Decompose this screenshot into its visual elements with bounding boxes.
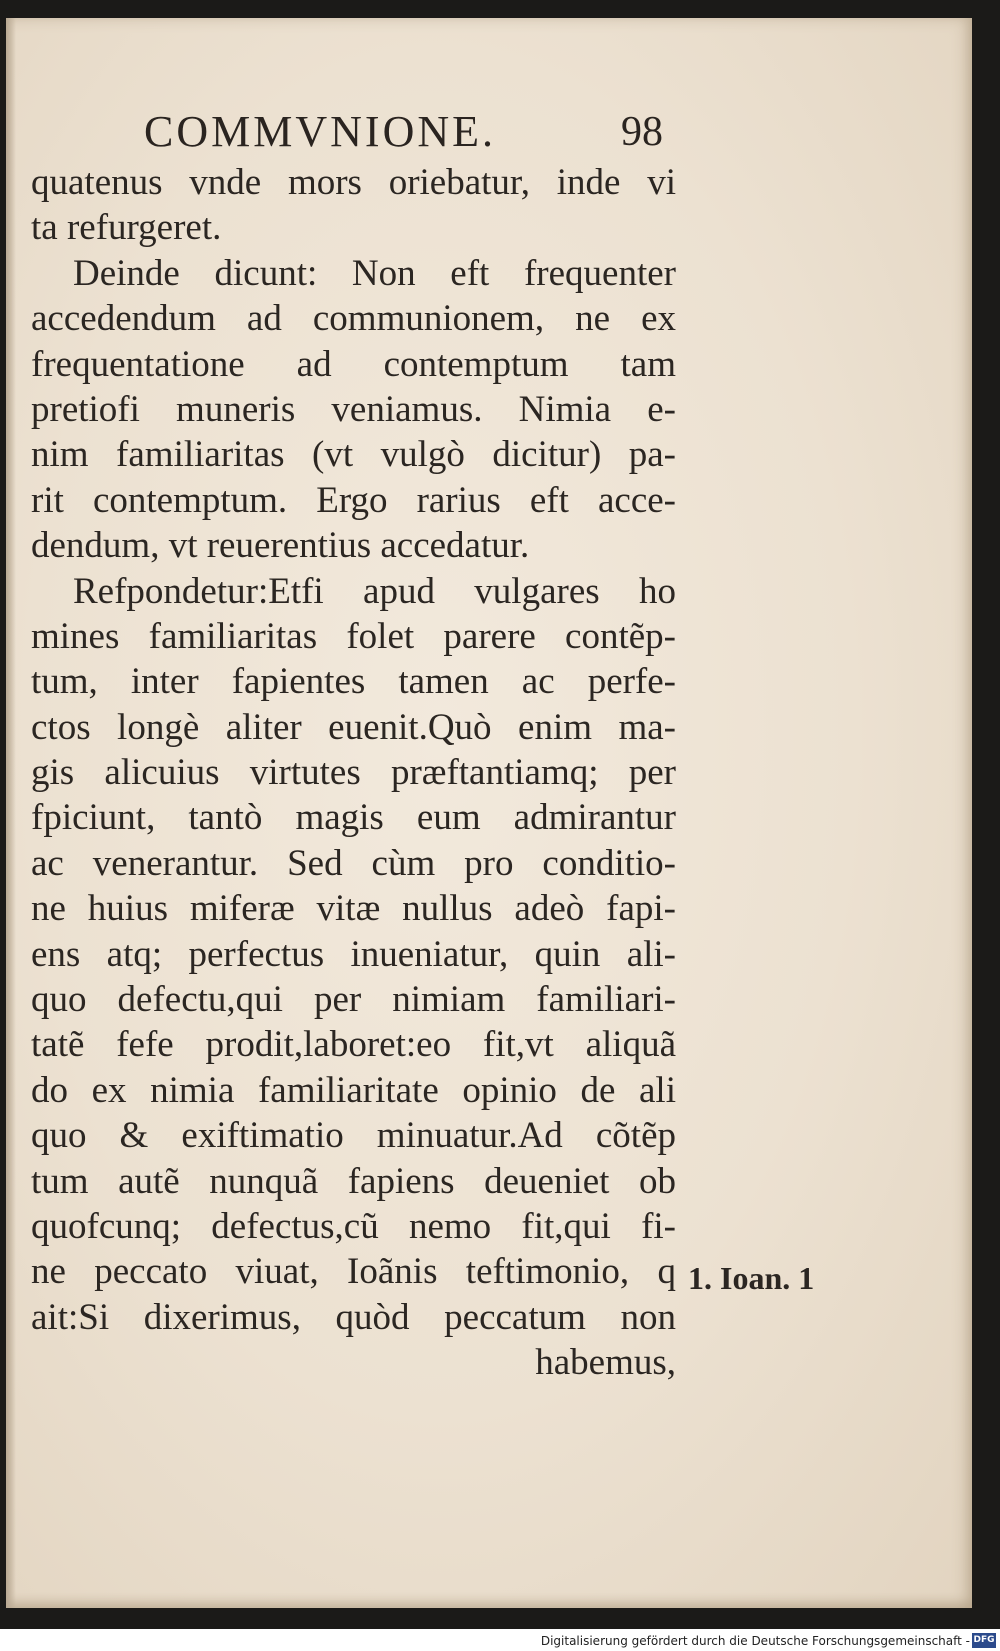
text-line: gis alicuius virtutes præftantiamq; per bbox=[31, 752, 676, 794]
text-line: quofcunq; defectus,cũ nemo fit,qui fi- bbox=[31, 1205, 676, 1247]
body-text bbox=[31, 160, 676, 1386]
text-line: dendum, vt reuerentius accedatur. bbox=[31, 525, 530, 567]
text-line: ac venerantur. Sed cùm pro conditio- bbox=[31, 842, 676, 884]
text-line: quo & exiftimatio minuatur.Ad cõtẽp bbox=[31, 1115, 676, 1157]
text-line: ne peccato viuat, Ioãnis teftimonio, q bbox=[31, 1251, 676, 1293]
text-line: tum autẽ nunquã fapiens deueniet ob bbox=[31, 1160, 676, 1202]
text-line: quatenus vnde mors oriebatur, inde vi bbox=[31, 162, 676, 203]
text-line: tum, inter fapientes tamen ac perfe- bbox=[31, 661, 676, 703]
catchword: habemus, bbox=[535, 1342, 676, 1384]
text-line: ta refurgeret. bbox=[31, 207, 222, 249]
text-line: ne huius miferæ vitæ nullus adeò fapi- bbox=[31, 888, 676, 930]
text-line: ctos longè aliter euenit.Quò enim ma- bbox=[31, 706, 676, 748]
text-line: do ex nimia familiaritate opinio de ali bbox=[31, 1069, 676, 1111]
text-line: ait:Si dixerimus, quòd peccatum non bbox=[31, 1296, 676, 1338]
book-page bbox=[6, 18, 972, 1608]
page-number: 98 bbox=[621, 109, 663, 155]
text-line: nim familiaritas (vt vulgò dicitur) pa- bbox=[31, 434, 676, 476]
page-spine-shadow bbox=[6, 18, 16, 1608]
footer-bar bbox=[0, 1629, 1000, 1651]
digitization-credit: Digitalisierung gefördert durch die Deutsche Forschungsgemeinschaft - bbox=[540, 1634, 970, 1648]
running-head: COMMVNIONE. bbox=[144, 107, 496, 156]
text-line: ens atq; perfectus inueniatur, quin ali- bbox=[31, 933, 676, 975]
text-line: mines familiaritas folet parere contẽp- bbox=[31, 615, 676, 657]
text-line: pretiofi muneris veniamus. Nimia e- bbox=[31, 388, 676, 430]
text-line: fpiciunt, tantò magis eum admirantur bbox=[31, 797, 676, 839]
text-line: frequentatione ad contemptum tam bbox=[31, 343, 676, 385]
text-line: accedendum ad communionem, ne ex bbox=[31, 298, 676, 340]
marginal-note: 1. Ioan. 1 bbox=[688, 1260, 815, 1296]
text-line: quo defectu,qui per nimiam familiari- bbox=[31, 979, 676, 1021]
dfg-logo-icon: DFG bbox=[972, 1633, 996, 1648]
text-line: tatẽ fefe prodit,laboret:eo fit,vt aliquã bbox=[31, 1024, 676, 1066]
text-line: Deinde dicunt: Non eft frequenter bbox=[73, 252, 676, 294]
text-line: rit contemptum. Ergo rarius eft acce- bbox=[31, 479, 676, 521]
text-line: Refpondetur:Etfi apud vulgares ho bbox=[73, 570, 676, 612]
